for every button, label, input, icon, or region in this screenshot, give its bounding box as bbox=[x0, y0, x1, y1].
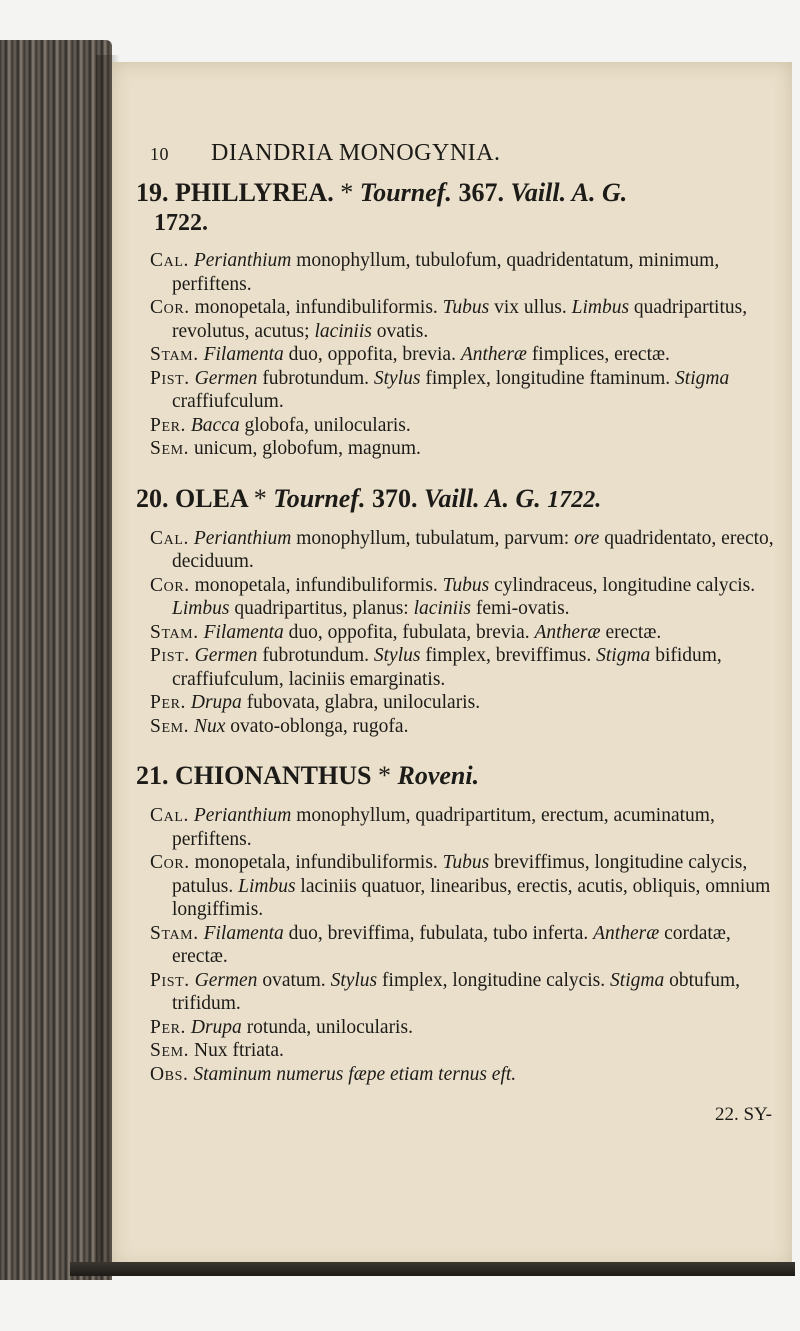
description-entry bbox=[150, 804, 778, 851]
entry-abbreviation: Sem. bbox=[150, 715, 190, 737]
entry-abbreviation: Sem. bbox=[150, 1040, 190, 1061]
entry-abbreviation: Pist. bbox=[150, 367, 190, 389]
entry-text: globofa, unilocularis. bbox=[244, 414, 411, 436]
entry-term: Stylus bbox=[373, 367, 421, 389]
entry-term: Filamenta bbox=[203, 621, 284, 643]
description-entry bbox=[150, 851, 778, 922]
genera-list bbox=[136, 177, 778, 1086]
entry-text: monophyllum, quadripartitum, erectum, acuminatum, perfiftens. bbox=[172, 805, 715, 850]
description-entry bbox=[150, 1063, 778, 1087]
entry-term: Stigma bbox=[596, 645, 651, 666]
description-entry bbox=[150, 249, 778, 296]
description-entry bbox=[150, 715, 778, 739]
genus-section bbox=[136, 483, 778, 739]
entry-term: Staminum numerus fæpe etiam ternus eft. bbox=[193, 1063, 517, 1085]
entry-term: laciniis bbox=[413, 598, 471, 619]
entry-term: Stigma bbox=[675, 367, 730, 389]
description-entry bbox=[150, 296, 778, 343]
entry-text: fimplices, erectæ. bbox=[531, 344, 670, 365]
entry-abbreviation: Pist. bbox=[150, 969, 190, 991]
entry-text: duo, oppofita, brevia. bbox=[288, 344, 456, 365]
entry-term: Germen bbox=[194, 367, 258, 389]
entry-term: Germen bbox=[194, 969, 258, 991]
entry-text: monophyllum, tubulofum, quadridentatum, minimum, perfiftens. bbox=[172, 250, 720, 295]
entry-text: bifidum, craffiufculum, laciniis emarginatis. bbox=[172, 645, 722, 690]
genus-heading bbox=[136, 177, 778, 209]
entry-text: cordatæ, erectæ. bbox=[172, 922, 731, 967]
entry-abbreviation: Pist. bbox=[150, 645, 190, 666]
genus-heading bbox=[136, 760, 778, 792]
entry-term: Perianthium bbox=[193, 250, 292, 271]
entry-text: quadripartitus, planus: bbox=[234, 598, 409, 619]
entry-term: Tubus bbox=[442, 852, 490, 873]
entry-abbreviation: Per. bbox=[150, 692, 187, 713]
genus-number: 19. bbox=[136, 178, 169, 207]
entry-text: fubrotundum. bbox=[262, 367, 370, 389]
genus-authority: Tournef. bbox=[359, 178, 452, 207]
entry-abbreviation: Stam. bbox=[150, 621, 199, 643]
entry-text: fimplex, longitudine ftaminum. bbox=[425, 367, 671, 389]
entry-term: Stigma bbox=[610, 969, 665, 991]
running-head bbox=[150, 140, 778, 167]
entry-text: ovatum. bbox=[262, 969, 326, 991]
entry-term: Drupa bbox=[190, 692, 242, 713]
entry-text: quadripartitus, revolutus, acutus; bbox=[172, 297, 748, 342]
entry-text: ovatis. bbox=[376, 320, 429, 342]
page-number: 10 bbox=[150, 144, 169, 164]
entry-text: unicum, globofum, magnum. bbox=[194, 438, 421, 459]
running-title: DIANDRIA MONOGYNIA. bbox=[211, 140, 501, 166]
entry-abbreviation: Obs. bbox=[150, 1063, 189, 1085]
entry-abbreviation: Cor. bbox=[150, 574, 190, 596]
entry-abbreviation: Per. bbox=[150, 414, 187, 436]
entry-term: Stylus bbox=[330, 969, 378, 991]
entry-text: duo, oppofita, fubulata, brevia. bbox=[288, 621, 530, 643]
description-entry bbox=[150, 367, 778, 414]
entry-term: Tubus bbox=[442, 574, 490, 596]
description-entry bbox=[150, 1016, 778, 1040]
entry-abbreviation: Cor. bbox=[150, 852, 190, 873]
genus-star: * bbox=[340, 178, 354, 207]
entry-abbreviation: Cal. bbox=[150, 805, 189, 826]
genus-number: 21. bbox=[136, 761, 169, 790]
entry-term: Antheræ bbox=[460, 344, 527, 365]
genus-authority: Roveni. bbox=[397, 761, 480, 790]
entry-abbreviation: Sem. bbox=[150, 438, 190, 459]
description-entry bbox=[150, 414, 778, 438]
genus-year: 1722. bbox=[154, 210, 208, 236]
entry-text: fubrotundum. bbox=[262, 645, 370, 666]
entry-text: fimplex, breviffimus. bbox=[425, 645, 592, 666]
description-entry bbox=[150, 527, 778, 574]
entry-text: femi-ovatis. bbox=[475, 598, 570, 619]
genus-description bbox=[150, 527, 778, 739]
entry-text: monopetala, infundibuliformis. bbox=[194, 852, 438, 873]
genus-reference: 370. bbox=[371, 483, 418, 513]
description-entry bbox=[150, 437, 778, 461]
entry-term: Stylus bbox=[373, 645, 421, 666]
entry-text: vix ullus. bbox=[494, 297, 567, 318]
entry-term: Limbus bbox=[172, 598, 230, 619]
entry-term: Perianthium bbox=[193, 527, 292, 549]
genus-authority-2: Vaill. A. G. bbox=[423, 483, 541, 513]
entry-text: monopetala, infundibuliformis. bbox=[194, 297, 438, 318]
entry-text: monopetala, infundibuliformis. bbox=[194, 574, 438, 596]
genus-star: * bbox=[253, 483, 267, 513]
entry-text: Nux ftriata. bbox=[194, 1040, 284, 1061]
entry-abbreviation: Per. bbox=[150, 1016, 187, 1038]
entry-text: rotunda, unilocularis. bbox=[246, 1016, 413, 1038]
entry-text: ovato-oblonga, rugofa. bbox=[230, 715, 409, 737]
entry-term: Perianthium bbox=[193, 805, 292, 826]
description-entry bbox=[150, 343, 778, 367]
entry-term: ore bbox=[574, 527, 600, 549]
genus-name: CHIONANTHUS bbox=[175, 761, 372, 790]
entry-text: monophyllum, tubulatum, parvum: bbox=[296, 527, 570, 549]
entry-abbreviation: Stam. bbox=[150, 922, 199, 944]
entry-text: fimplex, longitudine calycis. bbox=[382, 969, 606, 991]
genus-authority-2: Vaill. A. G. bbox=[510, 178, 628, 207]
genus-authority: Tournef. bbox=[273, 483, 366, 513]
genus-description bbox=[150, 249, 778, 461]
entry-text: cylindraceus, longitudine calycis. bbox=[494, 574, 756, 596]
genus-heading bbox=[136, 483, 778, 515]
entry-abbreviation: Cal. bbox=[150, 527, 189, 549]
entry-text: laciniis quatuor, linearibus, erectis, acutis, obliquis, omnium longiffimis. bbox=[172, 875, 771, 920]
entry-text: erectæ. bbox=[605, 621, 662, 643]
description-entry bbox=[150, 922, 778, 969]
genus-section bbox=[136, 760, 778, 1086]
genus-reference: 367. bbox=[458, 178, 504, 207]
entry-abbreviation: Cor. bbox=[150, 297, 190, 318]
genus-section bbox=[136, 177, 778, 461]
page-text bbox=[136, 140, 778, 1126]
entry-term: Limbus bbox=[238, 875, 296, 897]
catchword: 22. SY- bbox=[714, 1104, 772, 1125]
description-entry bbox=[150, 574, 778, 621]
description-entry bbox=[150, 691, 778, 715]
entry-term: Tubus bbox=[442, 297, 490, 318]
entry-term: Limbus bbox=[571, 297, 630, 318]
description-entry bbox=[150, 1039, 778, 1063]
entry-term: Antheræ bbox=[593, 922, 660, 944]
entry-text: fubovata, glabra, unilocularis. bbox=[246, 692, 481, 713]
entry-term: Filamenta bbox=[203, 922, 284, 944]
description-entry bbox=[150, 644, 778, 691]
entry-term: laciniis bbox=[314, 320, 372, 342]
entry-abbreviation: Cal. bbox=[150, 250, 189, 271]
entry-term: Nux bbox=[194, 715, 226, 737]
entry-term: Bacca bbox=[190, 414, 240, 436]
entry-abbreviation: Stam. bbox=[150, 344, 199, 365]
entry-text: duo, breviffima, fubulata, tubo inferta. bbox=[288, 922, 589, 944]
entry-text: obtufum, trifidum. bbox=[172, 969, 741, 1014]
genus-number: 20. bbox=[136, 483, 169, 513]
genus-star: * bbox=[377, 761, 391, 790]
description-entry bbox=[150, 621, 778, 645]
genus-year: 1722. bbox=[547, 486, 602, 513]
entry-term: Antheræ bbox=[534, 621, 601, 643]
page-bottom-edge bbox=[70, 1262, 795, 1276]
entry-text: quadridentato, erecto, deciduum. bbox=[172, 527, 774, 572]
genus-name: OLEA bbox=[175, 483, 248, 513]
entry-text: craffiufculum. bbox=[172, 391, 284, 412]
description-entry bbox=[150, 969, 778, 1016]
entry-term: Germen bbox=[194, 645, 258, 666]
entry-term: Drupa bbox=[190, 1016, 242, 1038]
entry-term: Filamenta bbox=[203, 344, 284, 365]
entry-text: breviffimus, longitudine calycis, patulus. bbox=[172, 852, 748, 897]
genus-description bbox=[150, 804, 778, 1086]
genus-name: PHILLYREA. bbox=[175, 178, 334, 207]
